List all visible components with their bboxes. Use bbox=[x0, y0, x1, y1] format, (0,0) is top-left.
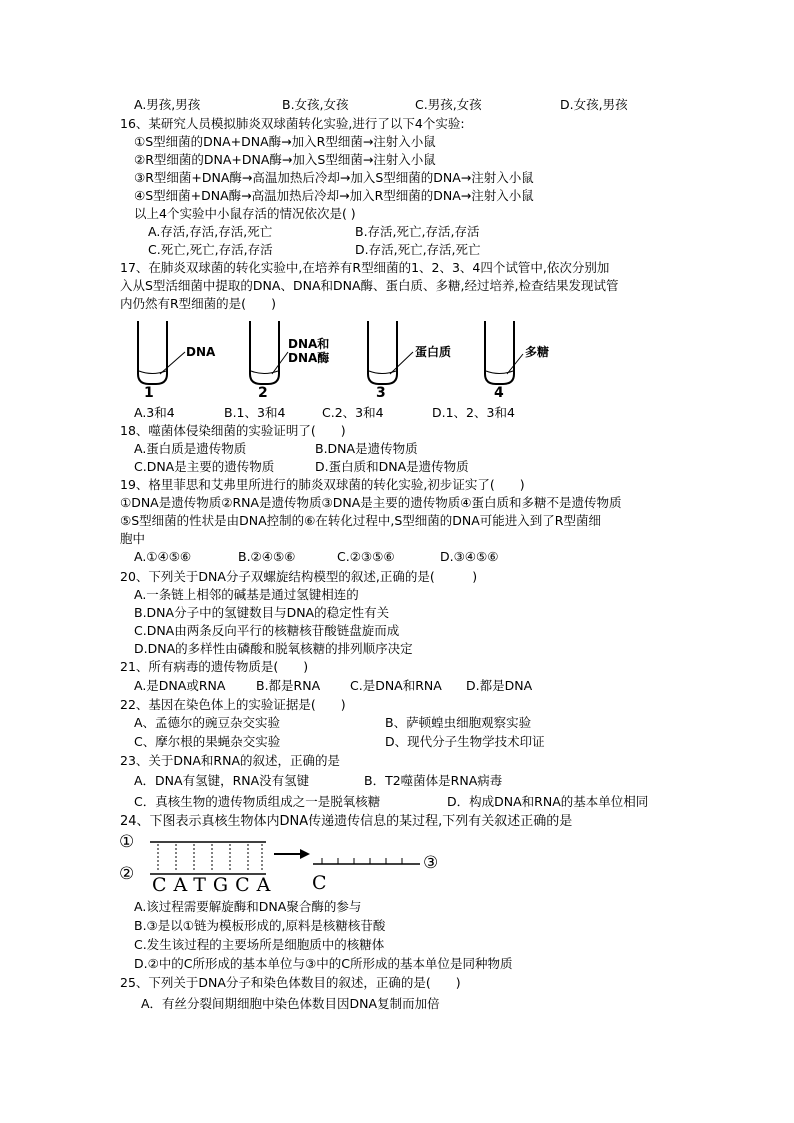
q16-option-b: B.存活,死亡,存活,存活 bbox=[355, 224, 480, 239]
q20-option-b: B.DNA分子中的氢键数目与DNA的稳定性有关 bbox=[134, 605, 390, 620]
test-tube-3 bbox=[368, 321, 413, 384]
q23-option-c: C．真核生物的遗传物质组成之一是脱氧核糖 bbox=[134, 794, 381, 809]
q19-option-b: B.②④⑤⑥ bbox=[238, 549, 296, 564]
q24-option-a: A.该过程需要解旋酶和DNA聚合酶的参与 bbox=[134, 899, 362, 914]
q21-option-d: D.都是DNA bbox=[466, 678, 533, 693]
q15-option-b: B.女孩,女孩 bbox=[282, 97, 349, 112]
q15-option-c: C.男孩,女孩 bbox=[415, 97, 482, 112]
q16-stem: 16、某研究人员模拟肺炎双球菌转化实验,进行了以下4个实验: bbox=[120, 116, 465, 131]
strand-3-label: ③ bbox=[423, 853, 439, 873]
q20-option-a: A.一条链上相邻的碱基是通过氢键相连的 bbox=[134, 587, 359, 602]
q19-option-c: C.②③⑤⑥ bbox=[337, 549, 395, 564]
test-tube-1 bbox=[138, 321, 185, 384]
tube-1-label: DNA bbox=[186, 345, 216, 359]
q16-question: 以上4个实验中小鼠存活的情况依次是( ) bbox=[134, 206, 356, 221]
tube-4-label: 多糖 bbox=[525, 345, 550, 359]
q18-option-a: A.蛋白质是遗传物质 bbox=[134, 441, 247, 456]
q20-option-d: D.DNA的多样性由磷酸和脱氧核糖的排列顺序决定 bbox=[134, 641, 413, 656]
q16-item-2: ②R型细菌的DNA+DNA酶→加入S型细菌→注射入小鼠 bbox=[134, 152, 436, 167]
test-tube-2 bbox=[250, 321, 288, 384]
q21-option-c: C.是DNA和RNA bbox=[350, 678, 442, 693]
q16-option-d: D.存活,死亡,存活,死亡 bbox=[355, 242, 481, 257]
q21-option-a: A.是DNA或RNA bbox=[134, 678, 226, 693]
q17-stem-line-2: 入从S型活细菌中提取的DNA、DNA和DNA酶、蛋白质、多糖,经过培养,检查结果发现试管 bbox=[120, 278, 619, 293]
q18-option-d: D.蛋白质和DNA是遗传物质 bbox=[315, 459, 469, 474]
q16-option-c: C.死亡,死亡,存活,存活 bbox=[148, 242, 273, 257]
q22-option-c: C、摩尔根的果蝇杂交实验 bbox=[134, 734, 281, 749]
q16-item-3: ③R型细菌+DNA酶→高温加热后冷却→加入S型细菌的DNA→注射入小鼠 bbox=[134, 170, 534, 185]
q18-option-b: B.DNA是遗传物质 bbox=[315, 441, 418, 456]
q18-option-c: C.DNA是主要的遗传物质 bbox=[134, 459, 275, 474]
q23-stem: 23、关于DNA和RNA的叙述，正确的是 bbox=[120, 753, 341, 768]
q24-option-d: D.②中的C所形成的基本单位与③中的C所形成的基本单位是同种物质 bbox=[134, 956, 513, 971]
process-arrow bbox=[274, 849, 310, 859]
q17-stem-line-1: 17、在肺炎双球菌的转化实验中,在培养有R型细菌的1、2、3、4四个试管中,依次分别加 bbox=[120, 260, 610, 275]
q24-option-b: B.③是以①链为模板形成的,原料是核糖核苷酸 bbox=[134, 918, 386, 933]
q23-option-b: B．T2噬菌体是RNA病毒 bbox=[364, 773, 503, 788]
q19-option-d: D.③④⑤⑥ bbox=[440, 549, 499, 564]
template-bases: CATGCA bbox=[152, 874, 278, 896]
q17-stem-line-3: 内仍然有R型细菌的是( ) bbox=[120, 296, 276, 311]
q21-stem: 21、所有病毒的遗传物质是( ) bbox=[120, 659, 309, 674]
q19-stem-line-2: ①DNA是遗传物质②RNA是遗传物质③DNA是主要的遗传物质④蛋白质和多糖不是遗传物质 bbox=[120, 495, 622, 510]
q25-option-a: A．有丝分裂间期细胞中染色体数目因DNA复制而加倍 bbox=[141, 996, 440, 1011]
q16-option-a: A.存活,存活,存活,死亡 bbox=[148, 224, 273, 239]
q24-option-c: C.发生该过程的主要场所是细胞质中的核糖体 bbox=[134, 937, 385, 952]
q17-option-d: D.1、2、3和4 bbox=[432, 405, 515, 420]
q22-option-b: B、萨顿蝗虫细胞观察实验 bbox=[385, 715, 532, 730]
q17-option-c: C.2、3和4 bbox=[322, 405, 384, 420]
q20-option-c: C.DNA由两条反向平行的核糖核苷酸链盘旋而成 bbox=[134, 623, 400, 638]
test-tube-4 bbox=[485, 321, 523, 384]
tube-3-number: 3 bbox=[376, 385, 386, 401]
q22-option-d: D、现代分子生物学技术印证 bbox=[385, 734, 545, 749]
q22-stem: 22、基因在染色体上的实验证据是( ) bbox=[120, 697, 346, 712]
tube-4-number: 4 bbox=[494, 385, 504, 401]
q15-option-d: D.女孩,男孩 bbox=[560, 97, 628, 112]
q19-stem-line-4: 胞中 bbox=[120, 531, 146, 546]
tube-2-number: 2 bbox=[258, 385, 268, 401]
q23-option-a: A．DNA有氢键，RNA没有氢键 bbox=[134, 773, 310, 788]
strand-1-label: ① bbox=[119, 832, 135, 852]
tube-2-label: DNA和 DNA酶 bbox=[288, 337, 330, 365]
q22-option-a: A、孟德尔的豌豆杂交实验 bbox=[134, 715, 281, 730]
q19-stem-line-3: ⑤S型细菌的性状是由DNA控制的⑥在转化过程中,S型细菌的DNA可能进入到了R型菌细 bbox=[120, 513, 601, 528]
q20-stem: 20、下列关于DNA分子双螺旋结构模型的叙述,正确的是( ) bbox=[120, 569, 478, 584]
tube-1-number: 1 bbox=[144, 385, 154, 401]
q17-option-a: A.3和4 bbox=[134, 405, 175, 420]
q15-option-a: A.男孩,男孩 bbox=[134, 97, 201, 112]
new-strand bbox=[313, 858, 420, 864]
q17-option-b: B.1、3和4 bbox=[224, 405, 286, 420]
tube-3-label: 蛋白质 bbox=[415, 345, 452, 359]
q24-stem: 24、下图表示真核生物体内DNA传递遗传信息的某过程,下列有关叙述正确的是 bbox=[120, 814, 573, 829]
new-strand-base: C bbox=[312, 872, 334, 894]
double-strand bbox=[150, 842, 266, 874]
q16-item-1: ①S型细菌的DNA+DNA酶→加入R型细菌→注射入小鼠 bbox=[134, 134, 436, 149]
q16-item-4: ④S型细菌+DNA酶→高温加热后冷却→加入R型细菌的DNA→注射入小鼠 bbox=[134, 188, 534, 203]
q23-option-d: D．构成DNA和RNA的基本单位相同 bbox=[447, 794, 649, 809]
q25-stem: 25、下列关于DNA分子和染色体数目的叙述，正确的是( ) bbox=[120, 975, 461, 990]
q18-stem: 18、噬菌体侵染细菌的实验证明了( ) bbox=[120, 423, 346, 438]
q21-option-b: B.都是RNA bbox=[256, 678, 321, 693]
q19-option-a: A.①④⑤⑥ bbox=[134, 549, 192, 564]
strand-2-label: ② bbox=[119, 864, 135, 884]
q19-stem-line-1: 19、格里菲思和艾弗里所进行的肺炎双球菌的转化实验,初步证实了( ) bbox=[120, 477, 525, 492]
